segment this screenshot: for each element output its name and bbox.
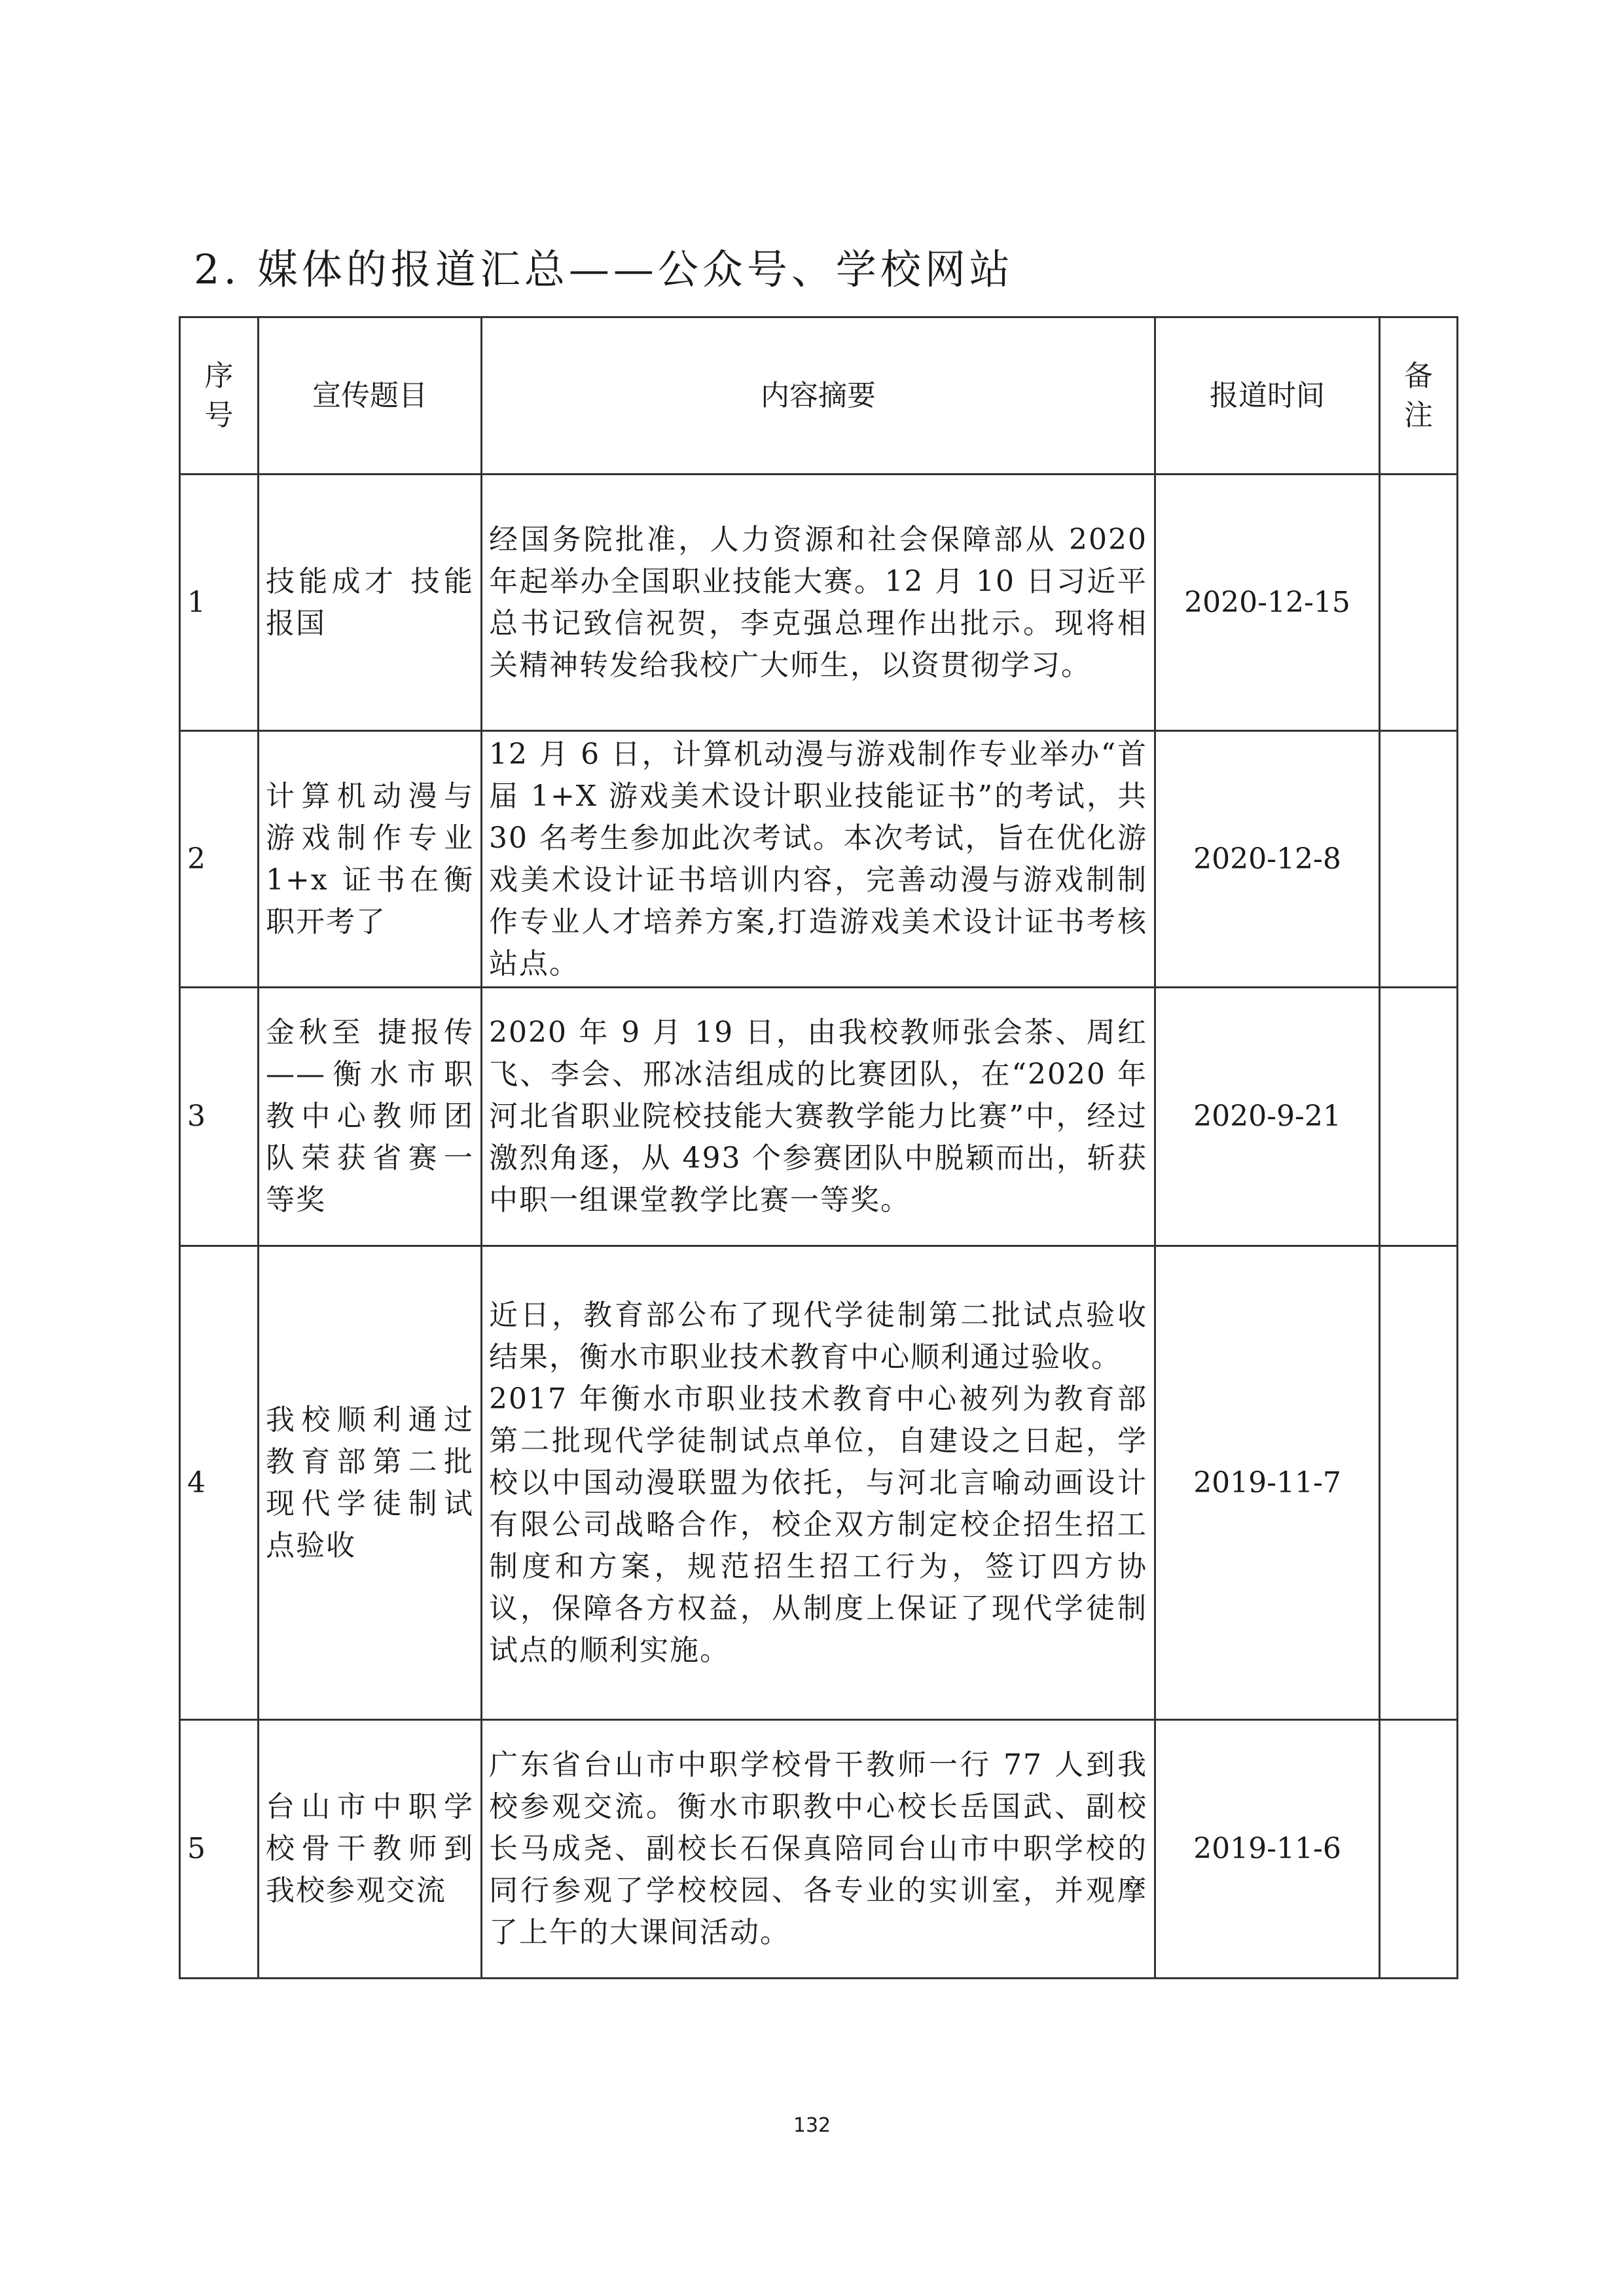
header-no	[180, 317, 259, 475]
table-row	[180, 988, 1458, 1246]
row-date: 2020-12-15	[1155, 475, 1380, 731]
header-remark	[1380, 317, 1458, 475]
table-row	[180, 1720, 1458, 1979]
section-heading: 2. 媒体的报道汇总——公众号、学校网站	[194, 245, 1014, 293]
row-date: 2019-11-7	[1155, 1246, 1380, 1720]
page-number: 132	[793, 2114, 831, 2137]
row-date: 2020-12-8	[1155, 731, 1380, 988]
row-number: 1	[180, 475, 259, 731]
row-topic: 计算机动漫与游戏制作专业 1+x 证书在衡职开考了	[259, 731, 482, 988]
row-date: 2020-9-21	[1155, 988, 1380, 1246]
row-summary: 12 月 6 日，计算机动漫与游戏制作专业举办“首届 1+X 游戏美术设计职业技能证书”的考试，共 30 名考生参加此次考试。本次考试，旨在优化游戏美术设计证书培训内容，完善动漫与游戏制制作专业人才培养方案,打造游戏美术设计证书考核站点。	[482, 731, 1155, 988]
row-number: 3	[180, 988, 259, 1246]
row-remark	[1380, 731, 1458, 988]
header-date: 报道时间	[1155, 317, 1380, 475]
row-remark	[1380, 988, 1458, 1246]
row-summary: 经国务院批准，人力资源和社会保障部从 2020 年起举办全国职业技能大赛。12 月 10 日习近平总书记致信祝贺，李克强总理作出批示。现将相关精神转发给我校广大师生，以资贯彻学习。	[482, 475, 1155, 731]
row-summary: 广东省台山市中职学校骨干教师一行 77 人到我校参观交流。衡水市职教中心校长岳国武、副校长马成尧、副校长石保真陪同台山市中职学校的同行参观了学校校园、各专业的实训室，并观摩了上午的大课间活动。	[482, 1720, 1155, 1979]
row-number: 2	[180, 731, 259, 988]
header-topic: 宣传题目	[259, 317, 482, 475]
header-remark-label: 备注	[1403, 359, 1433, 432]
row-date: 2019-11-6	[1155, 1720, 1380, 1979]
row-topic: 金秋至 捷报传 ——衡水市职教中心教师团队荣获省赛一等奖	[259, 988, 482, 1246]
media-report-table	[179, 316, 1458, 1979]
row-topic: 技能成才 技能报国	[259, 475, 482, 731]
table-header-row	[180, 317, 1458, 475]
header-summary: 内容摘要	[482, 317, 1155, 475]
header-no-label: 序号	[204, 359, 234, 432]
row-number: 4	[180, 1246, 259, 1720]
row-summary: 2020 年 9 月 19 日，由我校教师张会茶、周红飞、李会、邢冰洁组成的比赛团队，在“2020 年河北省职业院校技能大赛教学能力比赛”中，经过激烈角逐，从 493 个参赛团队中脱颖而出，斩获中职一组课堂教学比赛一等奖。	[482, 988, 1155, 1246]
row-summary	[482, 1246, 1155, 1720]
row-remark	[1380, 1246, 1458, 1720]
row-number: 5	[180, 1720, 259, 1979]
table-row	[180, 475, 1458, 731]
table-row	[180, 1246, 1458, 1720]
row-remark	[1380, 1720, 1458, 1979]
row-topic: 台山市中职学校骨干教师到我校参观交流	[259, 1720, 482, 1979]
row-summary-paragraph: 近日，教育部公布了现代学徒制第二批试点验收结果，衡水市职业技术教育中心顺利通过验收。	[489, 1298, 1147, 1374]
row-remark	[1380, 475, 1458, 731]
row-topic: 我校顺利通过教育部第二批现代学徒制试点验收	[259, 1246, 482, 1720]
row-summary-paragraph: 2017 年衡水市职业技术教育中心被列为教育部第二批现代学徒制试点单位，自建设之日起，学校以中国动漫联盟为依托，与河北言喻动画设计有限公司战略合作，校企双方制定校企招生招工制度和方案，规范招生招工行为，签订四方协议，保障各方权益，从制度上保证了现代学徒制试点的顺利实施。	[489, 1382, 1147, 1667]
table-row	[180, 731, 1458, 988]
